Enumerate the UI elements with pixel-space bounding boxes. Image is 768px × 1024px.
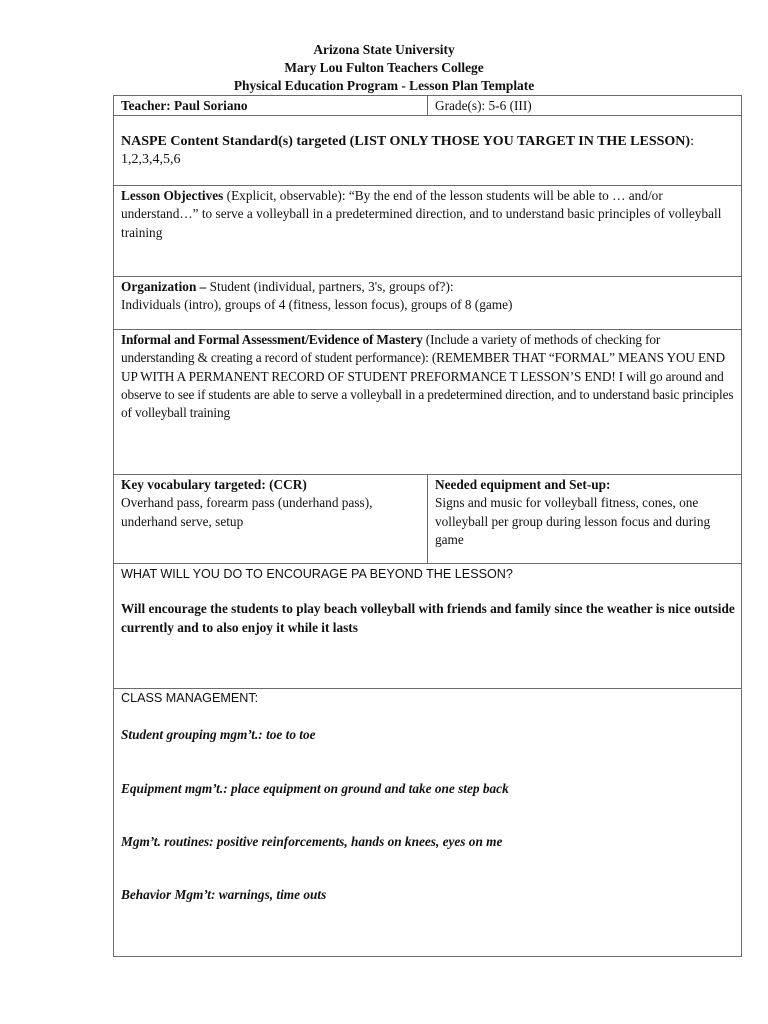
vocabulary-label: Key vocabulary targeted: (CCR) [121,477,307,493]
standards-cell [114,116,742,186]
lesson-plan-table [113,95,742,957]
university-name: Arizona State University [313,42,455,57]
standards-row [114,116,742,186]
objectives-row [114,186,742,277]
assessment-label: Informal and Formal Assessment/Evidence of Mastery [121,332,423,348]
teacher-cell: Teacher: Paul Soriano [114,96,428,116]
program-title: Physical Education Program - Lesson Plan Template [233,78,535,93]
college-name: Mary Lou Fulton Teachers College [284,60,484,75]
grouping-mgmt: Student grouping mgm’t.: toe to toe [121,727,316,743]
vocabulary-cell [114,475,428,564]
document-header [0,41,768,95]
teacher-row [114,96,742,116]
encourage-question: WHAT WILL YOU DO TO ENCOURAGE PA BEYOND THE LESSON? [121,567,513,582]
assessment-text: (Include a variety of methods of checking for understanding & creating a record of student performance): (REMEMBER THAT “FORMAL” MEANS YOU END UP WITH A PERMANENT RECORD OF STUDENT PREFORMANCE T LESSON’S END! I will go around and observe to see if students are able to serve a volleyball in a predetermined direction, and to understand basic principles of volleyball training [121,332,734,421]
standards-label: NASPE Content Standard(s) targeted (LIST ONLY THOSE YOU TARGET IN THE LESSON) [121,134,691,150]
management-row [114,689,742,957]
objectives-text: (Explicit, observable): “By the end of the lesson students will be able to … and/or understand…” to serve a volleyball in a predetermined direction, and to understand basic principles of volleyball training [121,188,722,240]
equipment-label: Needed equipment and Set-up: [435,477,611,493]
encourage-row [114,564,742,689]
encourage-cell [114,564,742,689]
vocabulary-text: Overhand pass, forearm pass (underhand pass), underhand serve, setup [121,495,373,529]
organization-prompt: Student (individual, partners, 3's, groups of?): [206,279,454,295]
objectives-cell [114,186,742,277]
organization-cell [114,277,742,330]
organization-row [114,277,742,330]
management-heading: CLASS MANAGEMENT: [121,691,259,706]
grades-cell: Grade(s): 5-6 (III) [428,96,742,116]
management-cell [114,689,742,957]
encourage-answer: Will encourage the students to play beach volleyball with friends and family since the weather is nice outside currently and to also enjoy it while it lasts [121,601,735,635]
equipment-cell [428,475,742,564]
organization-text: Individuals (intro), groups of 4 (fitness, lesson focus), groups of 8 (game) [121,297,513,313]
vocab-equipment-row [114,475,742,564]
behavior-mgmt: Behavior Mgm’t: warnings, time outs [121,887,327,903]
routines-mgmt: Mgm’t. routines: positive reinforcements, hands on knees, eyes on me [121,833,503,849]
equipment-text: Signs and music for volleyball fitness, cones, one volleyball per group during lesson focus and during game [435,495,711,547]
equipment-mgmt: Equipment mgm’t.: place equipment on ground and take one step back [121,780,509,796]
assessment-cell [114,330,742,475]
organization-label: Organization – [121,279,207,295]
objectives-label: Lesson Objectives [121,188,224,204]
assessment-row [114,330,742,475]
standards-value: : 1,2,3,4,5,6 [121,134,694,168]
